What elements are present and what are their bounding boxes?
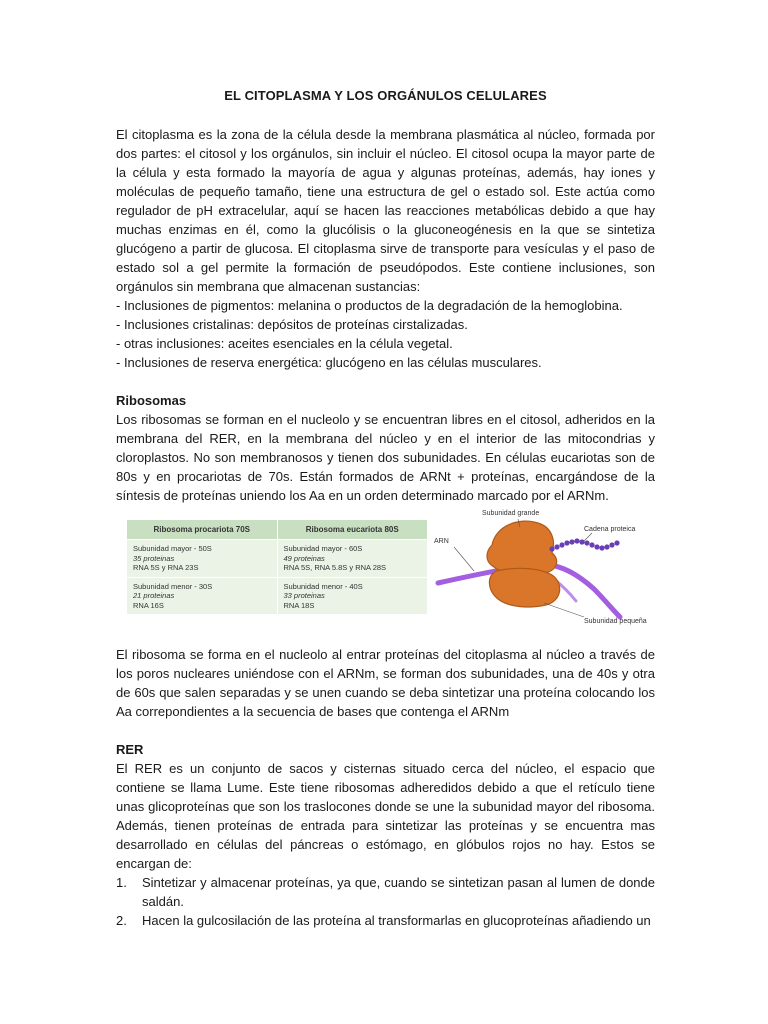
label-subunidad-grande: Subunidad grande (482, 510, 540, 517)
list-item: - Inclusiones cristalinas: depósitos de proteínas cirstalizadas. (116, 317, 468, 332)
table-header: Ribosoma eucariota 80S (277, 520, 428, 540)
small-subunit (489, 568, 559, 607)
large-subunit (487, 521, 557, 575)
list-item: - Inclusiones de pigmentos: melanina o productos de la degradación de la hemoglobina. (116, 298, 623, 313)
document-title: EL CITOPLASMA Y LOS ORGÁNULOS CELULARES (224, 88, 547, 103)
table-cell: Subunidad mayor - 60S 49 proteinas RNA 5S, RNA 5.8S y RNA 28S (277, 540, 428, 578)
ribosome-table (126, 519, 428, 615)
intro-paragraph: El citoplasma es la zona de la célula desde la membrana plasmática al núcleo, formada por dos partes: el citosol y los orgánulos, sin incluir el núcleo. El citosol ocupa la mayor parte de la célula y esta formado la mayoría de agua y algunas proteínas, además, hay iones y moléculas de pequeño tamaño, tiene una estructura de gel o estado sol. Este actúa como regulador de pH extracelular, aquí se hacen las reacciones metabólicas debido a que hay muchas enzimas en él, como la glucólisis o la gluconeogénesis en la que se sintetiza glucógeno a partir de glucosa. El citoplasma sirve de transporte para vesículas y el paso de estado sol a gel permite la formación de pseudópodos. Este contiene inclusiones, son orgánulos sin membrana que almacenan sustancias: (116, 127, 655, 294)
ribosomas-paragraph: Los ribosomas se forman en el nucleolo y se encuentran libres en el citosol, adheridos en la membrana del RER, en la membrana del núcleo y en el interior de las mitocondrias y cloroplastos. No son membranosos y tienen dos subunidades. En células eucariotas son de 80s y en procariotas de 70s. Están formados de ARNt + proteínas, encargándose de la síntesis de proteínas uniendo los Aa en un orden determinado marcado por el ARNm. (116, 412, 655, 503)
rer-paragraph: El RER es un conjunto de sacos y cisternas situado cerca del núcleo, el espacio que contiene se llama Lume. Este tiene ribosomas adheredidos debido a que el retículo tiene unas glicoproteínas que son los traslocones donde se une la subunidad mayor del ribosoma. Además, tienen proteínas de entrada para sintetizar las proteínas y se encuentra mas desarrollado en células del páncreas o estómago, en glóbulos rojos no hay. Estos se encargan de: (116, 761, 655, 871)
list-number: 1. (116, 875, 127, 890)
list-item: - otras inclusiones: aceites esenciales en la célula vegetal. (116, 336, 453, 351)
table-cell: Subunidad menor - 40S 33 proteinas RNA 18S (277, 577, 428, 615)
ribosome-figure (116, 511, 655, 629)
table-header: Ribosoma procariota 70S (127, 520, 278, 540)
list-item: - Inclusiones de reserva energética: glucógeno en las células musculares. (116, 355, 542, 370)
list-number: 2. (116, 913, 127, 928)
section-heading-rer: RER (116, 742, 144, 757)
ribosome-diagram (434, 505, 660, 627)
label-cadena-proteica: Cadena proteica (584, 526, 636, 533)
list-text: Sintetizar y almacenar proteínas, ya que, cuando se sintetizan pasan al lumen de donde saldán. (142, 875, 655, 909)
ribosomas-paragraph-2: El ribosoma se forma en el nucleolo al entrar proteínas del citoplasma al núcleo a través de los poros nucleares uniéndose con el ARNm, se forman dos subunidades, una de 40s y otra de 60s que salen separadas y se unen cuando se deba sintetizar una proteína colocando los Aa correpondientes a la secuencia de bases que contenga el ARNm (116, 647, 655, 719)
section-heading-ribosomas: Ribosomas (116, 393, 187, 408)
label-arn: ARN (434, 538, 449, 545)
label-subunidad-pequena: Subunidad pequeña (584, 618, 647, 625)
table-cell: Subunidad menor - 30S 21 proteinas RNA 16S (127, 577, 278, 615)
table-cell: Subunidad mayor - 50S 35 proteinas RNA 5S y RNA 23S (127, 540, 278, 578)
document-body (116, 88, 655, 930)
list-item (116, 873, 655, 911)
list-item (116, 911, 655, 930)
table-row (127, 540, 428, 578)
table-row (127, 577, 428, 615)
list-text: Hacen la gulcosilación de las proteína al transformarlas en glucoproteínas añadiendo un (142, 913, 651, 928)
